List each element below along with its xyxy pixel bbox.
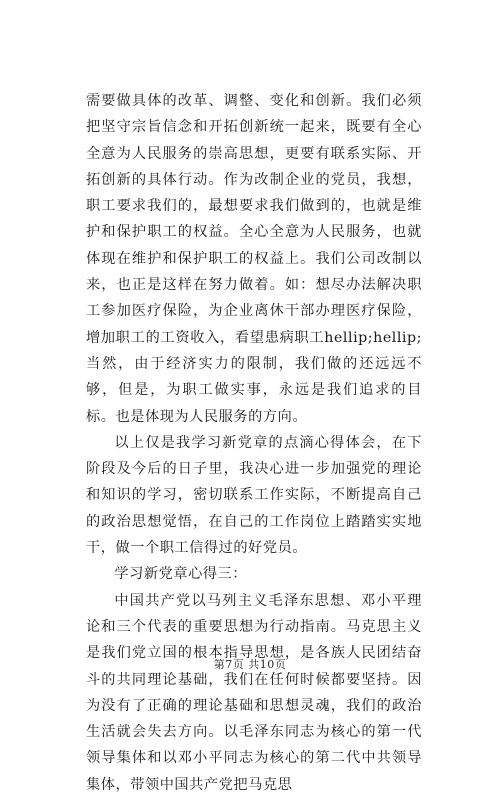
section-heading: 学习新党章心得三：	[114, 566, 248, 583]
document-body	[86, 88, 422, 798]
paragraph-service-rights: 需要做具体的改革、调整、变化和创新。我们必须把坚守宗旨信念和开拓创新统一起来，既要有全心全意为人民服务的崇高思想，更要有联系实际、开拓创新的具体行动。作为改制企业的党员，我想，职工要求我们的，最想要求我们做到的，也就是维护和保护职工的权益。全心全意为人民服务，也就体现在维护和保护职工的权益上。我们公司改制以来，也正是这样在努力做着。如：想尽办法解决职工参加医疗保险，为企业离休干部办理医疗保险，增加职工的工资收入，看望患病职工hellip;hellip;当然，由于经济实力的限制，我们做的还远远不够，但是，为职工做实事，永远是我们追求的目标。也是体现为人民服务的方向。	[86, 93, 422, 425]
page-number-footer: 第7页 共10页	[213, 658, 287, 671]
paragraph-conclusion: 以上仅是我学习新党章的点滴心得体会，在下阶段及今后的日子里，我决心进一步加强党的理论和知识的学习，密切联系工作实际，不断提高自己的政治思想觉悟，在自己的工作岗位上踏踏实实地干，做一个职工信得过的好党员。	[86, 434, 422, 557]
paragraph-guiding-theory: 中国共产党以马列主义毛泽东思想、邓小平理论和三个代表的重要思想为行动指南。马克思主义是我们党立国的根本指导思想，是各族人民团结奋斗的共同理论基础，我们在任何时候都要坚持。因为没有了正确的理论基础和思想灵魂，我们的政治生活就会失去方向。以毛泽东同志为核心的第一代领导集体和以邓小平同志为核心的第二代中共领导集体，带领中国共产党把马克思	[86, 592, 422, 793]
